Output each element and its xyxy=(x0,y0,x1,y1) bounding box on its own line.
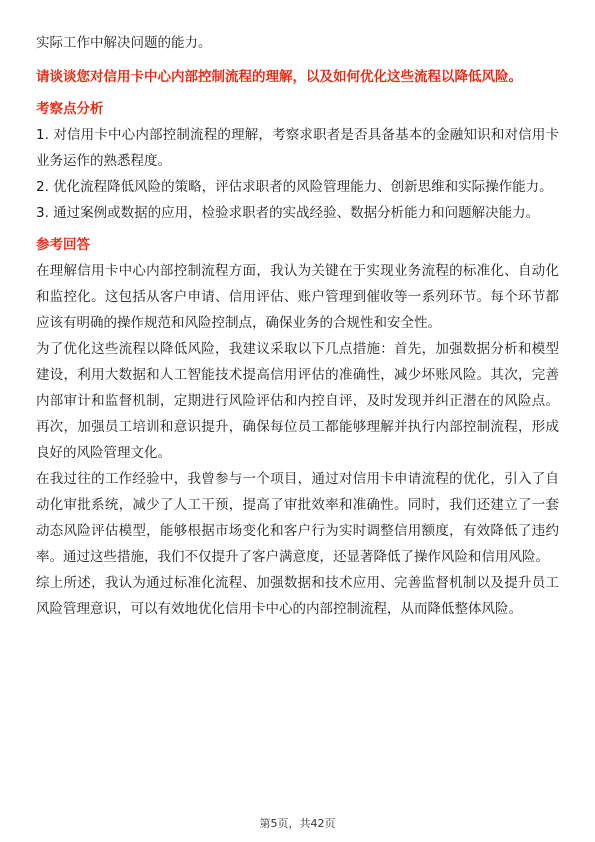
answer-paragraph-2: 为了优化这些流程以降低风险，我建议采取以下几点措施：首先，加强数据分析和模型建设，利用大数据和人工智能技术提高信用评估的准确性，减少坏账风险。其次，完善内部审计和监督机制，定期进行风险评估和内控自评，及时发现并纠正潜在的风险点。再次，加强员工培训和意识提升，确保每位员工都能够理解并执行内部控制流程，形成良好的风险管理文化。 xyxy=(36,341,559,461)
document-page xyxy=(36,30,559,622)
analysis-title: 考察点分析 xyxy=(36,101,104,117)
analysis-point-3: 3. 通过案例或数据的应用，检验求职者的实战经验、数据分析能力和问题解决能力。 xyxy=(36,205,540,221)
answer-title: 参考回答 xyxy=(36,237,90,253)
answer-paragraph-1: 在理解信用卡中心内部控制流程方面，我认为关键在于实现业务流程的标准化、自动化和监控化。这包括从客户申请、信用评估、账户管理到催收等一系列环节。每个环节都应该有明确的操作规范和风险控制点，确保业务的合规性和安全性。 xyxy=(36,263,559,331)
answer-paragraph-3: 在我过往的工作经验中，我曾参与一个项目，通过对信用卡申请流程的优化，引入了自动化审批系统，减少了人工干预，提高了审批效率和准确性。同时，我们还建立了一套动态风险评估模型，能够根据市场变化和客户行为实时调整信用额度，有效降低了违约率。通过这些措施，我们不仅提升了客户满意度，还显著降低了操作风险和信用风险。 xyxy=(36,471,559,565)
intro-tail-text: 实际工作中解决问题的能力。 xyxy=(36,35,212,51)
answer-paragraph-4: 综上所述，我认为通过标准化流程、加强数据和技术应用、完善监督机制以及提升员工风险管理意识，可以有效地优化信用卡中心的内部控制流程，从而降低整体风险。 xyxy=(36,575,559,617)
analysis-point-2: 2. 优化流程降低风险的策略，评估求职者的风险管理能力、创新思维和实际操作能力。 xyxy=(36,179,553,195)
page-number: 第5页，共42页 xyxy=(259,817,336,830)
analysis-point-1: 1. 对信用卡中心内部控制流程的理解，考察求职者是否具备基本的金融知识和对信用卡业务运作的熟悉程度。 xyxy=(36,127,559,169)
interview-question: 请谈谈您对信用卡中心内部控制流程的理解，以及如何优化这些流程以降低风险。 xyxy=(36,69,522,85)
